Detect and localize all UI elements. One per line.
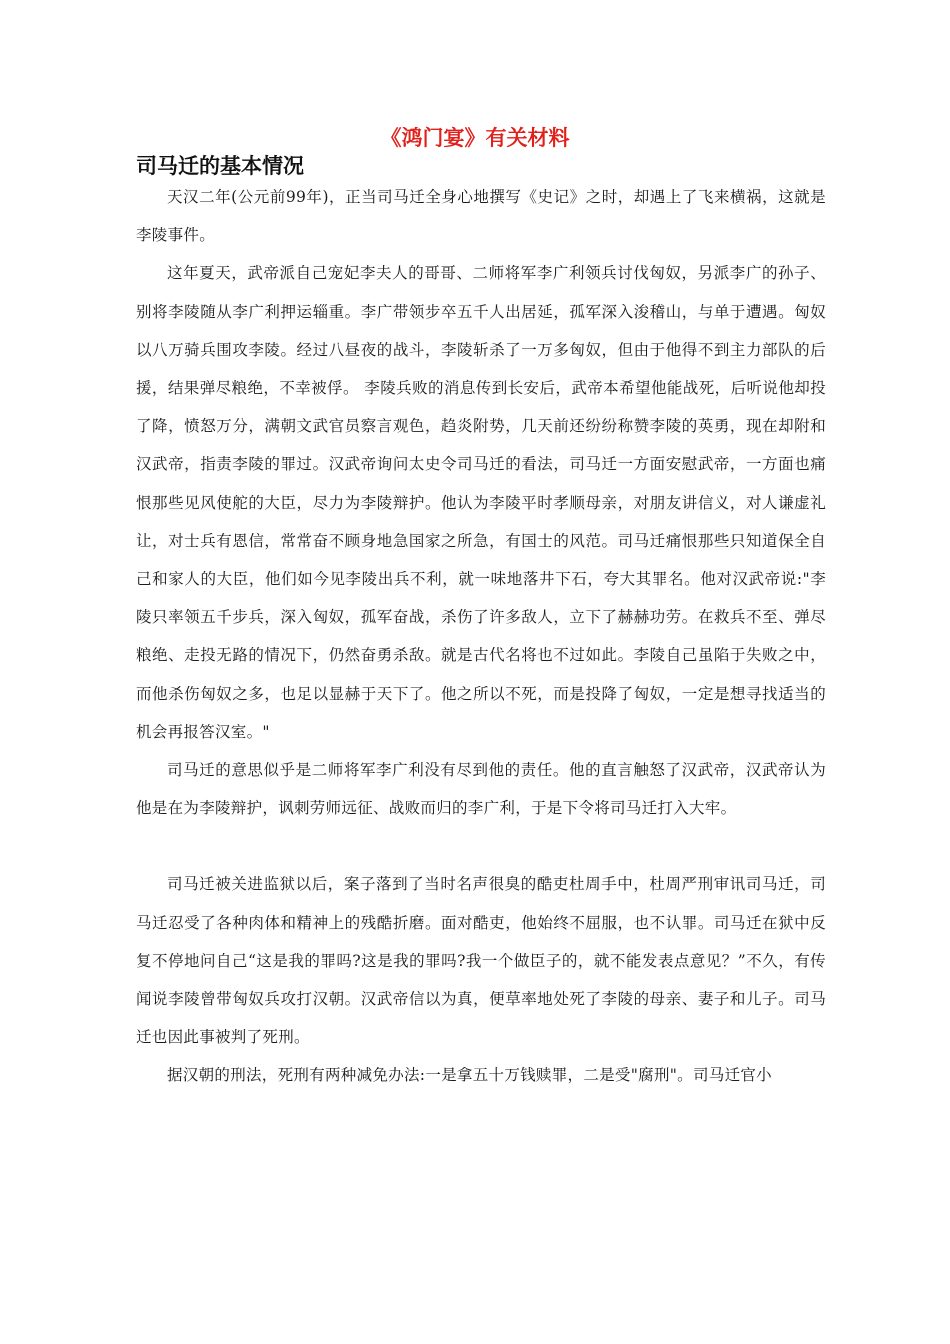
body-text	[136, 178, 826, 1095]
document-title: 《鸿门宴》有关材料	[380, 126, 570, 150]
paragraph: 司马迁被关进监狱以后，案子落到了当时名声很臭的酷吏杜周手中，杜周严刑审讯司马迁，司马迁忍受了各种肉体和精神上的残酷折磨。面对酷吏，他始终不屈服，也不认罪。司马迁在狱中反复不停地问自己“这是我的罪吗?这是我的罪吗?我一个做臣子的，就不能发表点意见？”不久，有传闻说李陵曾带匈奴兵攻打汉朝。汉武帝信以为真，便草率地处死了李陵的母亲、妻子和儿子。司马迁也因此事被判了死刑。	[136, 875, 826, 1047]
paragraph: 这年夏天，武帝派自己宠妃李夫人的哥哥、二师将军李广利领兵讨伐匈奴，另派李广的孙子、别将李陵随从李广利押运辎重。李广带领步卒五千人出居延，孤军深入浚稽山，与单于遭遇。匈奴以八万骑兵围攻李陵。经过八昼夜的战斗，李陵斩杀了一万多匈奴，但由于他得不到主力部队的后援，结果弹尽粮绝，不幸被俘。 李陵兵败的消息传到长安后，武帝本希望他能战死，后听说他却投了降，愤怒万分，满朝文武官员察言观色，趋炎附势，几天前还纷纷称赞李陵的英勇，现在却附和汉武帝，指责李陵的罪过。汉武帝询问太史令司马迁的看法，司马迁一方面安慰武帝，一方面也痛恨那些见风使舵的大臣，尽力为李陵辩护。他认为李陵平时孝顺母亲，对朋友讲信义，对人谦虚礼让，对士兵有恩信，常常奋不顾身地急国家之所急，有国士的风范。司马迁痛恨那些只知道保全自己和家人的大臣，他们如今见李陵出兵不利，就一味地落井下石，夸大其罪名。他对汉武帝说:"李陵只率领五千步兵，深入匈奴，孤军奋战，杀伤了许多敌人，立下了赫赫功劳。在救兵不至、弹尽粮绝、走投无路的情况下，仍然奋勇杀敌。就是古代名将也不过如此。李陵自己虽陷于失败之中，而他杀伤匈奴之多，也足以显赫于天下了。他之所以不死，而是投降了匈奴，一定是想寻找适当的机会再报答汉室。"	[136, 264, 826, 741]
paragraph: 天汉二年(公元前99年)，正当司马迁全身心地撰写《史记》之时，却遇上了飞来横祸，这就是李陵事件。	[136, 188, 826, 245]
section-heading: 司马迁的基本情况	[136, 154, 304, 178]
paragraph: 据汉朝的刑法，死刑有两种减免办法:一是拿五十万钱赎罪，二是受"腐刑"。司马迁官小	[167, 1066, 772, 1085]
paragraph: 司马迁的意思似乎是二师将军李广利没有尽到他的责任。他的直言触怒了汉武帝，汉武帝认为他是在为李陵辩护，讽刺劳师远征、战败而归的李广利，于是下令将司马迁打入大牢。	[136, 761, 826, 818]
